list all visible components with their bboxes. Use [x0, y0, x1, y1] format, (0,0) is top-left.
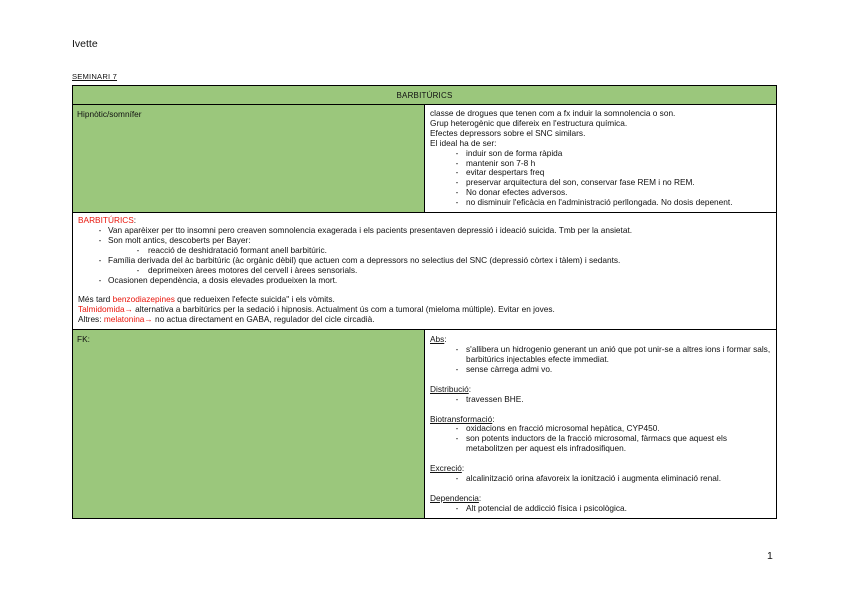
hypnotic-line: classe de drogues que tenen com a fx induir la somnolencia o son. — [430, 108, 676, 118]
list-item: - alcalinització orina afavoreix la ionització i augmenta eliminació renal. — [455, 473, 722, 484]
barbiturics-description-row — [73, 213, 777, 330]
list-item: - Família derivada del àc barbitúric (àc orgànic dèbil) que actuen com a depressors no selectius del SNC (depressió còrtex i tàlem) i sedants. — [98, 254, 621, 265]
list-item: - No donar efectes adversos. — [455, 187, 568, 198]
fk-section-title: Dependencia: — [430, 493, 482, 503]
barbiturics-table — [72, 85, 777, 519]
spacer — [430, 454, 772, 464]
spacer — [430, 484, 772, 494]
list-item: - Ocasionen dependència, a dosis elevades produeixen la mort. — [98, 274, 338, 285]
fk-section-title: Excreció: — [430, 463, 465, 474]
list-item: - Alt potencial de addicció física i psicològica. — [455, 502, 627, 513]
seminar-title: SEMINARI 7 — [72, 72, 118, 81]
author-name: Ivette — [72, 38, 98, 50]
list-subitem: - reacció de deshidratació formant anell barbitúric. — [136, 244, 327, 255]
list-item: - evitar despertars freq — [455, 167, 545, 178]
fk-content — [425, 330, 777, 519]
page-number: 1 — [767, 550, 773, 562]
list-item: - son potents inductors de la fracció microsomal, fàrmacs que aquest els metabolitzen per aquest els infradosifiquen. — [455, 433, 728, 454]
list-item: - induir son de forma ràpida — [455, 147, 563, 158]
list-item: - oxidacions en fracció microsomal hepàtica, CYP450. — [455, 423, 660, 434]
melatonina-line: Altres: melatonina→ no actua directament en GABA, regulador del cicle circadià. — [78, 314, 375, 325]
fk-section-title: Abs: — [430, 334, 447, 345]
arrow-right-icon: → — [124, 304, 133, 315]
fk-row — [73, 330, 777, 519]
table-header-row — [73, 86, 777, 105]
list-item: - mantenir son 7-8 h — [455, 157, 536, 168]
list-subitem: - deprimeixen àrees motores del cervell i àrees sensorials. — [136, 264, 358, 275]
fk-label: FK: — [73, 330, 425, 519]
hypnotic-label: Hipnòtic/somnífer — [73, 105, 425, 213]
list-item: - preservar arquitectura del son, conservar fase REM i no REM. — [455, 177, 695, 188]
talidomida-line: Talmidomida→ alternativa a barbitúrics per la sedació i hipnosis. Actualment ús com a tumoral (mieloma múltiple). Evitar en joves. — [78, 304, 555, 315]
list-item: - travessen BHE. — [455, 393, 524, 404]
arrow-right-icon: → — [144, 314, 153, 325]
list-item: - no disminuir l'eficàcia en l'administració perllongada. No dosis depenent. — [455, 197, 733, 208]
benzodiazepines-line: Més tard benzodiazepines que redueixen l'efecte suicida" i els vòmits. — [78, 294, 335, 305]
fk-section-title: Distribució: — [430, 383, 472, 394]
barbiturics-description — [73, 213, 777, 330]
hypnotic-line: El ideal ha de ser: — [430, 137, 497, 148]
hypnotic-content — [425, 105, 777, 213]
list-item: - Van aparèixer per tto insomni pero creaven somnolencia exagerada i els pacients presentaven depressió i ideació suicida. Tmb per la ansietat. — [98, 224, 633, 235]
hypnotic-line: Grup heterogènic que difereix en l'estructura química. — [430, 117, 628, 128]
barbiturics-heading: BARBITÚRICS: — [78, 215, 137, 226]
table-title: BARBITÚRICS — [73, 86, 777, 105]
list-item: - Son molt antics, descoberts per Bayer: — [98, 234, 251, 245]
hypnotic-row — [73, 105, 777, 213]
list-item: - sense càrrega admi vo. — [455, 363, 553, 374]
hypnotic-line: Efectes depressors sobre el SNC similars. — [430, 127, 586, 138]
spacer — [430, 375, 772, 385]
list-item: - s'allibera un hidrogenio generant un anió que pot unir-se a altres ions i formar sals, barbitúrics injectables efecte immediat. — [455, 344, 771, 364]
fk-section-title: Biotransformació: — [430, 413, 495, 424]
